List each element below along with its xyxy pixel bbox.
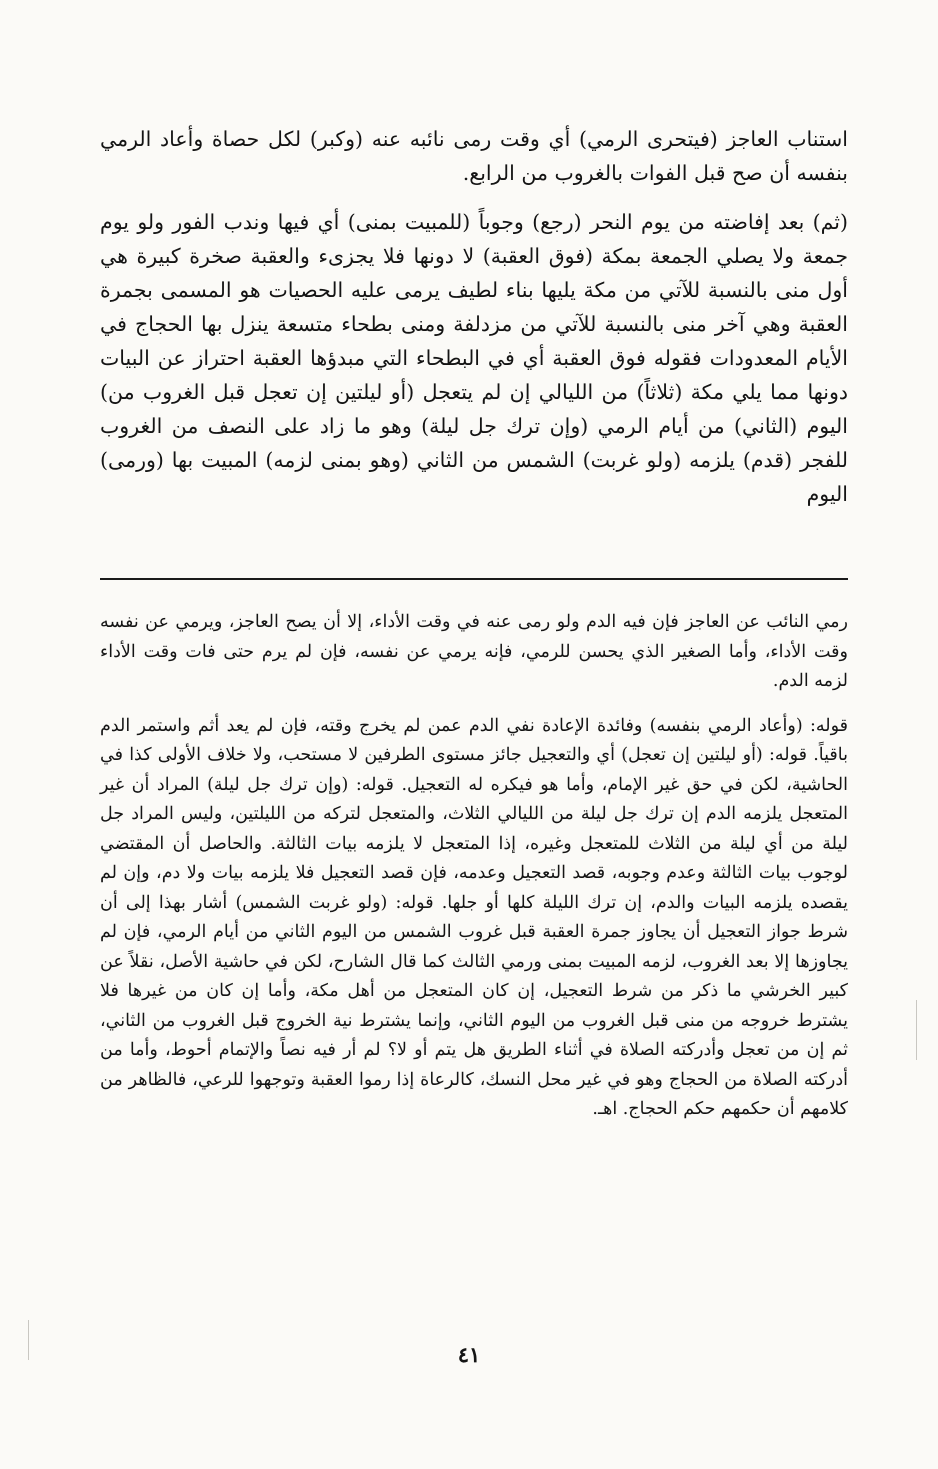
main-paragraph-1: استناب العاجز (فيتحرى الرمي) أي وقت رمى نائبه عنه (وكبر) لكل حصاة وأعاد الرمي بنفسه أن صح قبل الفوات بالغروب من الرابع. [100,127,848,185]
main-paragraph-2: (ثم) بعد إفاضته من يوم النحر (رجع) وجوباً (للمبيت بمنى) أي فيها وندب الفور ولو يوم جمعة ولا يصلي الجمعة بمكة (فوق العقبة) لا دونها فلا يجزىء والعقبة صخرة كبيرة هي أول منى بالنسبة للآتي من مكة يليها بناء لطيف يرمى عليه الحصيات هو المسمى بجمرة العقبة وهي آخر منى بالنسبة للآتي من مزدلفة ومنى بطحاء متسعة ينزل بها الحجاج في الأيام المعدودات فقوله فوق العقبة أي في البطحاء التي مبدؤها العقبة احتراز عن البيات دونها مما يلي مكة (ثلاثاً) من الليالي إن لم يتعجل (أو ليلتين إن تعجل قبل الغروب من) اليوم (الثاني) من أيام الرمي (وإن ترك جل ليلة) وهو ما زاد على النصف من الغروب للفجر (قدم) يلزمه (ولو غربت) الشمس من الثاني (وهو بمنى لزمه) المبيت بها (ورمى) اليوم [100,210,848,506]
footnote-paragraph-1: رمي النائب عن العاجز فإن فيه الدم ولو رمى عنه في وقت الأداء، إلا أن يصح العاجز، ويرمي عن نفسه وقت الأداء، وأما الصغير الذي يحسن للرمي، فإنه يرمي عن نفسه، فإن لم يرم حتى فات وقت الأداء لزمه الدم. [100,612,848,691]
main-text [100,122,848,526]
footnote-paragraph-2: قوله: (وأعاد الرمي بنفسه) وفائدة الإعادة نفي الدم عمن لم يخرج وقته، فإن لم يعد أثم واستمر الدم باقياً. قوله: (أو ليلتين إن تعجل) أي والتعجيل جائز مستوى الطرفين لا مستحب، ولا خلاف الأولى كذا في الحاشية، لكن في حق غير الإمام، وأما هو فيكره له التعجيل. قوله: (وإن ترك جل ليلة) المراد أن غير المتعجل يلزمه الدم إن ترك جل ليلة من الليالي الثلاث، والمتعجل لتركه من الليلتين، وليس المراد جل ليلة من أي ليلة من الثلاث للمتعجل وغيره، إذا المتعجل لا يلزمه بيات الثالثة. والحاصل أن المقتضي لوجوب بيات الثالثة وعدم وجوبه، قصد التعجيل وعدمه، فإن قصد التعجيل فلا يلزمه بيات ولا دم، وإن لم يقصده يلزمه البيات والدم، إن ترك الليلة كلها أو جلها. قوله: (ولو غربت الشمس) أشار بهذا إلى أن شرط جواز التعجيل أن يجاوز جمرة العقبة قبل غروب الشمس من اليوم الثاني من أيام الرمي، فإن لم يجاوزها إلا بعد الغروب، لزمه المبيت بمنى ورمي الثالث كما قال الشارح، لكن في حاشية الأصل، نقلاً عن كبير الخرشي ما ذكر من شرط التعجيل، إن كان المتعجل من أهل مكة، وأما إن كان من غيرها فلا يشترط خروجه من منى قبل الغروب من اليوم الثاني، وإنما يشترط نية الخروج قبل الغروب من الثاني، ثم إن من تعجل وأدركته الصلاة في أثناء الطريق هل يتم أو لا؟ لم أر فيه نصاً والإتمام أحوط، وأما من أدركته الصلاة من الحجاج وهو في غير محل النسك، كالرعاة إذا رموا العقبة وتوجهوا للرعي، فالظاهر من كلامهم أن حكمهم حكم الحجاج. اهـ. [100,715,848,1119]
footnote-divider [100,578,848,580]
footnotes [100,608,848,1140]
scan-edge-mark [916,1000,917,1060]
scan-edge-mark [28,1320,29,1360]
page-number: ٤١ [457,1342,481,1367]
